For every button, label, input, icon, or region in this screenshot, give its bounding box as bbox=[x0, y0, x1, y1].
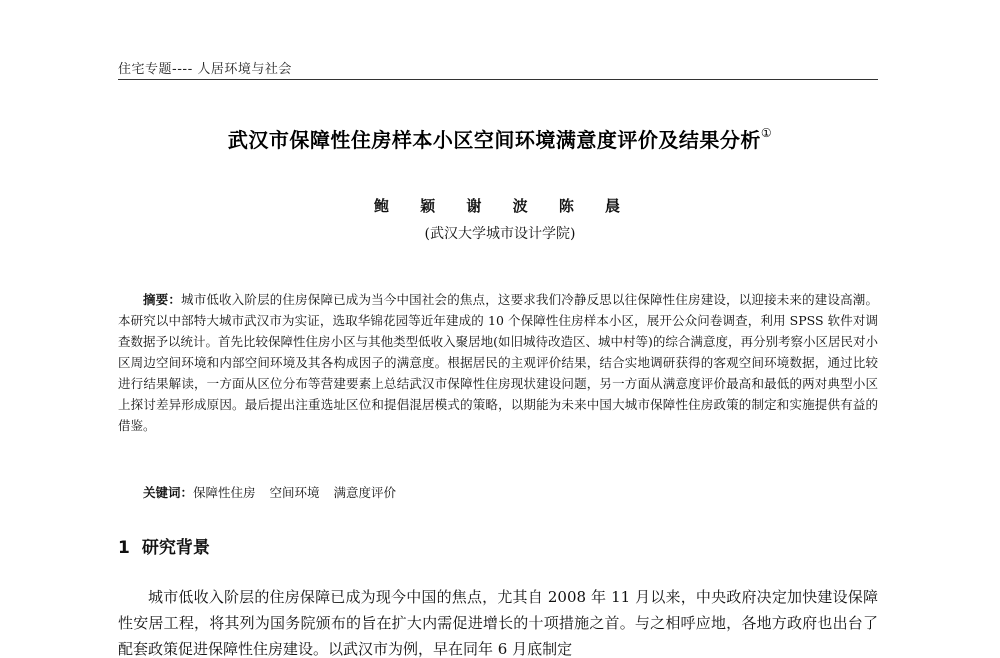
header-rule bbox=[118, 79, 878, 80]
keywords-label: 关键词： bbox=[143, 485, 194, 500]
abstract-paragraph bbox=[118, 289, 878, 436]
keyword: 满意度评价 bbox=[333, 485, 397, 500]
article-title bbox=[0, 124, 1000, 153]
title-footnote-mark: ① bbox=[760, 126, 773, 141]
abstract-text: 城市低收入阶层的住房保障已成为当今中国社会的焦点，这要求我们冷静反思以往保障性住房建设，以迎接未来的建设高潮。本研究以中部特大城市武汉市为实证，选取华锦花园等近年建成的 10 个保障性住房样本小区，展开公众问卷调查，利用 SPSS 软件对调查数据予以统计。首先比较保障性住房小区与其他类型低收入聚居地(如旧城待改造区、城中村等)的综合满意度，再分别考察小区居民对小区周边空间环境和内部空间环境及其各构成因子的满意度。根据居民的主观评价结果，结合实地调研获得的客观空间环境数据，通过比较进行结果解读，一方面从区位分布等营建要素上总结武汉市保障性住房现状建设问题，另一方面从满意度评价最高和最低的两对典型小区上探讨差异形成原因。最后提出注重选址区位和提倡混居模式的策略，以期能为未来中国大城市保障性住房政策的制定和实施提供有益的借鉴。 bbox=[118, 292, 878, 433]
affiliation: (武汉大学城市设计学院) bbox=[424, 226, 576, 242]
body-paragraph: 城市低收入阶层的住房保障已成为现今中国的焦点，尤其自 2008 年 11 月以来，中央政府决定加快建设保障性安居工程，将其列为国务院颁布的旨在扩大内需促进增长的十项措施之首。与之相呼应地，各地方政府也出台了配套政策促进保障性住房建设。以武汉市为例，早在同年 6 月底制定 bbox=[118, 588, 878, 658]
article-title-text: 武汉市保障性住房样本小区空间环境满意度评价及结果分析 bbox=[227, 128, 761, 152]
body-text bbox=[118, 584, 878, 658]
keyword: 空间环境 bbox=[269, 485, 320, 500]
keyword: 保障性住房 bbox=[193, 485, 256, 500]
abstract-label: 摘要： bbox=[143, 292, 182, 307]
keywords bbox=[118, 483, 878, 501]
section-title: 研究背景 bbox=[141, 538, 210, 558]
running-header: 住宅专题---- 人居环境与社会 bbox=[118, 62, 292, 77]
section-number: 1 bbox=[118, 538, 130, 558]
authors: 鲍 颖 谢 波 陈 晨 bbox=[373, 197, 627, 215]
abstract bbox=[118, 289, 878, 436]
section-heading bbox=[118, 533, 210, 558]
